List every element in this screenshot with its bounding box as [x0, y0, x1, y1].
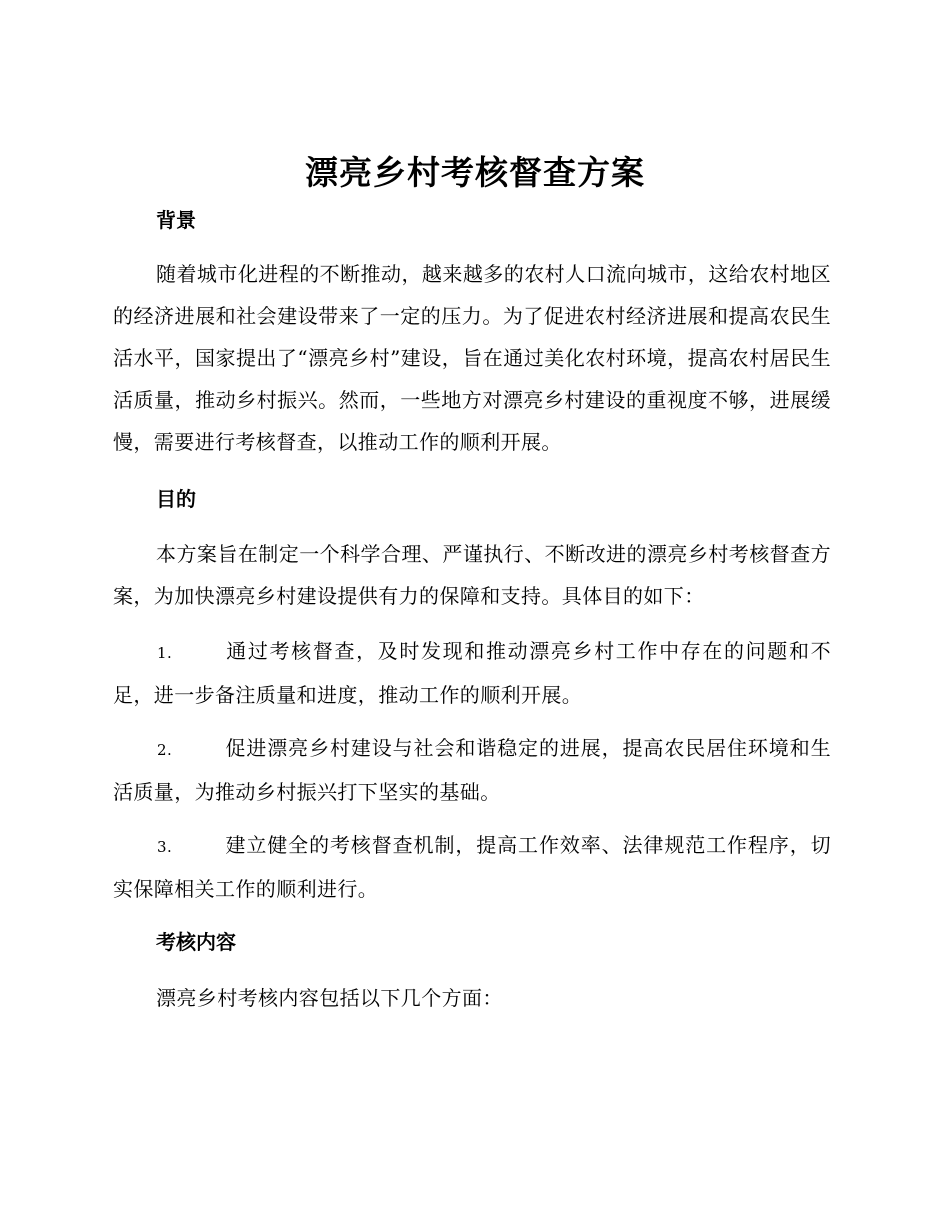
- document-title: 漂亮乡村考核督查方案: [305, 153, 645, 192]
- purpose-list-item-2: [113, 727, 831, 813]
- list-item-text: 建立健全的考核督查机制，提高工作效率、法律规范工作程序，切实保障相关工作的顺利进行。: [113, 833, 831, 901]
- content-paragraph: 漂亮乡村考核内容包括以下几个方面：: [156, 986, 503, 1010]
- list-number: 3.: [157, 838, 173, 856]
- list-number: 2.: [157, 741, 173, 759]
- purpose-list-item-3: [113, 824, 831, 910]
- purpose-list-item-1: [113, 630, 831, 716]
- section-heading-content: 考核内容: [156, 930, 236, 954]
- list-number: 1.: [157, 644, 173, 662]
- section-heading-background: 背景: [156, 208, 196, 232]
- list-item-text: 促进漂亮乡村建设与社会和谐稳定的进展，提高农民居住环境和生活质量，为推动乡村振兴打下坚实的基础。: [113, 736, 831, 804]
- purpose-paragraph: 本方案旨在制定一个科学合理、严谨执行、不断改进的漂亮乡村考核督查方案，为加快漂亮乡村建设提供有力的保障和支持。具体目的如下：: [113, 542, 831, 608]
- section-heading-purpose: 目的: [156, 487, 196, 511]
- background-paragraph: 随着城市化进程的不断推动，越来越多的农村人口流向城市，这给农村地区的经济进展和社会建设带来了一定的压力。为了促进农村经济进展和提高农民生活水平，国家提出了“漂亮乡村”建设，旨在通过美化农村环境，提高农村居民生活质量，推动乡村振兴。然而，一些地方对漂亮乡村建设的重视度不够，进展缓慢，需要进行考核督查，以推动工作的顺利开展。: [113, 262, 831, 454]
- list-item-text: 通过考核督查，及时发现和推动漂亮乡村工作中存在的问题和不足，进一步备注质量和进度，推动工作的顺利开展。: [113, 639, 831, 707]
